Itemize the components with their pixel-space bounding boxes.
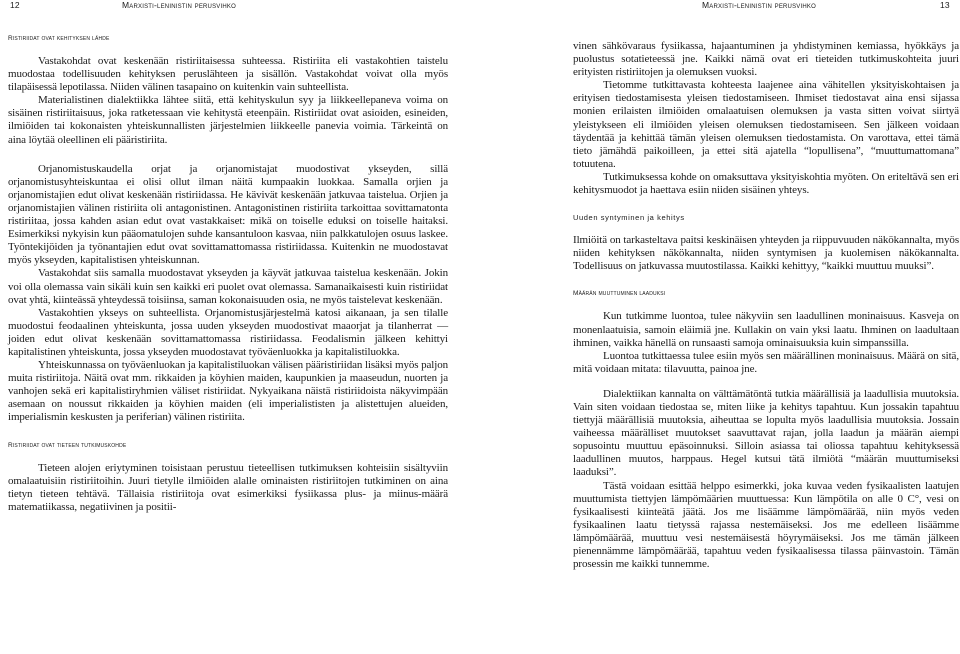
- section-heading-tutkimuskohde: Ristiriidat ovat tieteen tutkimuskohde: [8, 441, 127, 449]
- section-heading-uuden-syntyminen: Uuden syntyminen ja kehitys: [573, 213, 685, 223]
- paragraph: Kun tutkimme luontoa, tulee näkyviin sen laadullinen moninaisuus. Kasveja on monenlaatuisia, samoin eläimiä jne. Kullakin on vain yksi laatu. Ihminen on laadultaan ihminen, vaikka hänellä on runsaasti samoja ominaisuuksia kuin simpanssilla.: [573, 310, 959, 349]
- paragraph: Yhteiskunnassa on työväenluokan ja kapitalistiluokan välisen pääristiriidan lisäksi myös paljon muita ristiriitoja. Näitä ovat mm. rikkaiden ja köyhien maiden, kaupunkien ja maaseudun, nuorten ja vanhojen sekä eri kapitalistiryhmien väliset ristiriidat. Nykyaikana näistä ristiriidoista näkyvimpään asemaan on noussut rikkaiden ja köyhien maiden (eli imperialististen ja alistettujen alueiden, imperialismin keskusten ja periferian) välinen ristiriita.: [8, 359, 448, 424]
- left-column: [8, 34, 448, 514]
- paragraph: Tutkimuksessa kohde on omaksuttava yksityiskohtia myöten. On eriteltävä sen eri kehitysmuodot ja haettava esiin niiden sisäinen yhteys.: [573, 170, 959, 197]
- paragraph: vinen sähkövaraus fysiikassa, hajaantuminen ja yhdistyminen kemiassa, hyökkäys ja puolustus sotatieteessä jne. Kaikki nämä ovat eri tieteiden tutkimuskohteita juuri erityisten ristiriitojen ja olemuksen vuoksi.: [573, 40, 959, 79]
- paragraph: Luontoa tutkittaessa tulee esiin myös sen määrällinen moninaisuus. Määrä on sitä, mitä voidaan mitata: tilavuutta, painoa jne.: [573, 349, 959, 375]
- running-head: Marxisti-leninistin perusvihko: [702, 0, 816, 10]
- section-heading-maaran-muuttuminen: Määrän muuttuminen laaduksi: [573, 290, 666, 298]
- page-number: 12: [10, 0, 20, 10]
- paragraph: Tieteen alojen eriytyminen toisistaan perustuu tieteellisen tutkimuksen kohteisiin sisältyviin omalaatuisiin ristiriitoihin. Juuri tietylle ilmiöiden alalle ominaisten ristiriitojen tutkiminen on aina tietyn tieteen tehtävä. Tällaisia ristiriitoja ovat esimerkiksi fysiikassa plus- ja miinus-määrä matematiikassa, negatiivinen ja positii-: [8, 461, 448, 513]
- paragraph: Vastakohtien ykseys on suhteellista. Orjanomistusjärjestelmä katosi aikanaan, ja sen tilalle muodostui feodaalinen yhteiskunta, jossa uuden ykseyden muodostivat maaorjat ja tilanherrat — joiden edut olivat keskenään sovittamattomassa ristiriidassa. Feodalismin jälkeen kehittyi kapitalistinen yhteiskunta, jossa ykseyden muodostavat työväenluokka ja kapitalistiluokka.: [8, 306, 448, 358]
- section-heading-ristiriidat: Ristiriidat ovat kehityksen lähde: [8, 35, 110, 42]
- right-column: [573, 40, 959, 571]
- right-page: [480, 0, 960, 654]
- paragraph: Ilmiöitä on tarkasteltava paitsi keskinäisen yhteyden ja riippuvuuden näkökannalta, myös niiden kehityksen näkökannalta, niiden syntymisen ja kuolemisen näkökannalta. Todellisuus on jatkuvassa muutostilassa. Kaikki kehittyy, “kaikki muuttuu muuksi”.: [573, 234, 959, 273]
- page-number: 13: [940, 0, 950, 10]
- paragraph: Orjanomistuskaudella orjat ja orjanomistajat muodostivat ykseyden, sillä orjanomistusyhteiskuntaa ei olisi ollut ilman näitä kumpaakin luokkaa. Samalla orjien ja orjanomistajien edut olivat keskenään ristiriidassa. He kävivät keskenään jatkuvaa taistelua. Orjien ja orjanomistajien välinen ristiriita oli antagonistinen. Antagonistinen ristiriita tarkoittaa sovittamatonta ristiriitaa, jossa kahden asian edut ovat vastakkaiset: mikä on toiselle eduksi on toiselle haitaksi. Esimerkiksi nykyisin kun pääomatulojen suhde kansantuloon kasvaa, niin palkkatulojen osuus laskee. Työntekijöiden ja työnantajien edut ovat sovittamattomassa ristiriidassa. Kuitenkin ne muodostavat myös ykseyden, kapitalistisen yhteiskunnan.: [8, 162, 448, 267]
- running-head: Marxisti-leninistin perusvihko: [122, 0, 236, 10]
- paragraph: Dialektiikan kannalta on välttämätöntä tutkia määrällisiä ja laadullisia muutoksia. Vain siten voidaan tiedostaa se, miten liike ja kehitys tapahtuu. Kun jossakin tapahtuu tiettyjä määrällisiä muutoksia, aiheuttaa se lopulta myös laadullisia muutoksia. Jossain vaiheessa määrälliset muutokset saavuttavat rajan, jolla laadun ja määrän aiempi sopusointu muuttuu epäsoinnuksi. Silloin asiassa tai oliossa tapahtuu kehityksessä laadullinen muutos, harppaus. Hegel kutsui tätä ilmiötä “määrän muuttumiseksi laaduksi”.: [573, 387, 959, 479]
- paragraph: Vastakohdat ovat keskenään ristiriitaisessa suhteessa. Ristiriita eli vastakohtien taistelu muodostaa todellisuuden kehityksen peruslähteen ja sisällön. Vastakohdat voivat olla myös tilapäisessä lepotilassa. Niiden välinen tasapaino on kuitenkin vain suhteellista.: [8, 55, 448, 94]
- paragraph: Materialistinen dialektiikka lähtee siitä, että kehityskulun syy ja liikkeellepaneva voima on sisäinen ristiriitaisuus, joka ratketessaan vie kehitystä eteenpäin. Ristiriidat ovat asioiden, esineiden, ilmiöiden tai kokonaisten yhteiskunnallisten järjestelmien liikkeelle panevia voimia. Tärkeintä on aina löytää oleellinen eli pääristiriita.: [8, 94, 448, 146]
- paragraph: Tietomme tutkittavasta kohteesta laajenee aina vähitellen yksityiskohtaisen ja erityisen tiedostamisesta yleisen tiedostamiseen. Ihmiset tiedostavat aina ensi sijassa monien erilaisten ilmiöiden omalaatuisen olemuksen ja vasta sitten voivat siirtyä yleistykseen eli ilmiöiden yleisen olemuksen tiedostamiseen. Sen jälkeen voidaan täydentää ja kehittää tämän yleisen olemuksen tiedostamista. On varottava, ettei tämä tieto jämähdä paikoilleen, ja ettei sitä ajatella “lopullisena”, “muuttumattomana” totuutena.: [573, 79, 959, 170]
- paragraph: Tästä voidaan esittää helppo esimerkki, joka kuvaa veden fysikaalisten laatujen muuttumista tiettyjen lämpömäärien muuttuessa: Kun lämpötila on alle 0 C°, vesi on fysikaalisesti kiinteätä jäätä. Jos me lisäämme lämpömäärää, niin myös veden fysikaalinen laatu tietyssä rajassa nestemäiseksi. Jos me edelleen lisäämme lämpömäärää, muuttuu vesi nestemäisestä höyrymäiseksi. Jos me tämän jälkeen pienennämme lämpömäärää, tapahtuu veden fysikaalisessa tilassa päinvastoin. Tämän prosessin me kaikki tunnemme.: [573, 479, 959, 571]
- paragraph: Vastakohdat siis samalla muodostavat ykseyden ja käyvät jatkuvaa taistelua keskenään. Jokin voi olla olemassa vain sikäli kuin sen kaikki eri puolet ovat olemassa. Samanaikaisesti kuin ristiriidat ovat yhtä, kiinteässä yhteydessä toisiinsa, saman kokonaisuuden osia, ne myös taistelevat keskenään.: [8, 267, 448, 306]
